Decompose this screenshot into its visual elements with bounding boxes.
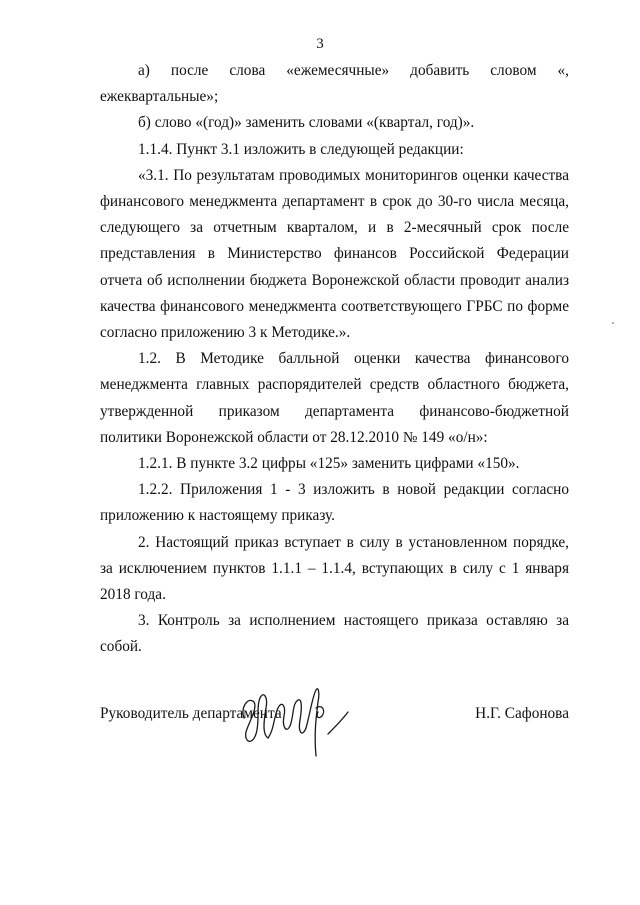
signer-title: Руководитель департамента [100, 705, 282, 722]
paragraph-b: б) слово «(год)» заменить словами «(квартал, год)». [138, 114, 475, 132]
margin-speck [612, 322, 614, 324]
paragraph-1-1-4: 1.1.4. Пункт 3.1 изложить в следующей редакции: [138, 140, 464, 158]
paragraph-1-2-2: 1.2.2. Приложения 1 - 3 изложить в новой редакции согласно приложению к настоящему приказу. [100, 481, 569, 525]
paragraph-1-2-1: 1.2.1. В пункте 3.2 цифры «125» заменить цифрами «150». [138, 455, 520, 473]
paragraph-3: 3. Контроль за исполнением настоящего приказа оставляю за собой. [100, 612, 569, 656]
page-number: 3 [316, 36, 324, 52]
paragraph-a: а) после слова «ежемесячные» добавить словом «, ежеквартальные»; [100, 62, 569, 106]
paragraph-1-2: 1.2. В Методике балльной оценки качества финансового менеджмента главных распорядителей средств областного бюджета, утвержденной приказом департамента финансово-бюджетной политики Воронежской области от 28.12.2010 № 149 «о/н»: [100, 350, 569, 446]
handwritten-signature [230, 668, 350, 763]
paragraph-3-1-quote: «3.1. По результатам проводимых мониторингов оценки качества финансового менеджмента департамент в срок до 30-го числа месяца, следующего за отчетным кварталом, и в 2-месячный срок после представления в Министерство финансов Российской Федерации отчета об исполнении бюджета Воронежской области проводит анализ качества финансового менеджмента соответствующего ГРБС по форме согласно приложению 3 к Методике.». [100, 166, 569, 342]
paragraph-2: 2. Настоящий приказ вступает в силу в установленном порядке, за исключением пунктов 1.1.1 – 1.1.4, вступающих в силу с 1 января 2018 года. [100, 533, 569, 604]
document-body [100, 58, 569, 661]
signer-name: Н.Г. Сафонова [475, 705, 569, 722]
